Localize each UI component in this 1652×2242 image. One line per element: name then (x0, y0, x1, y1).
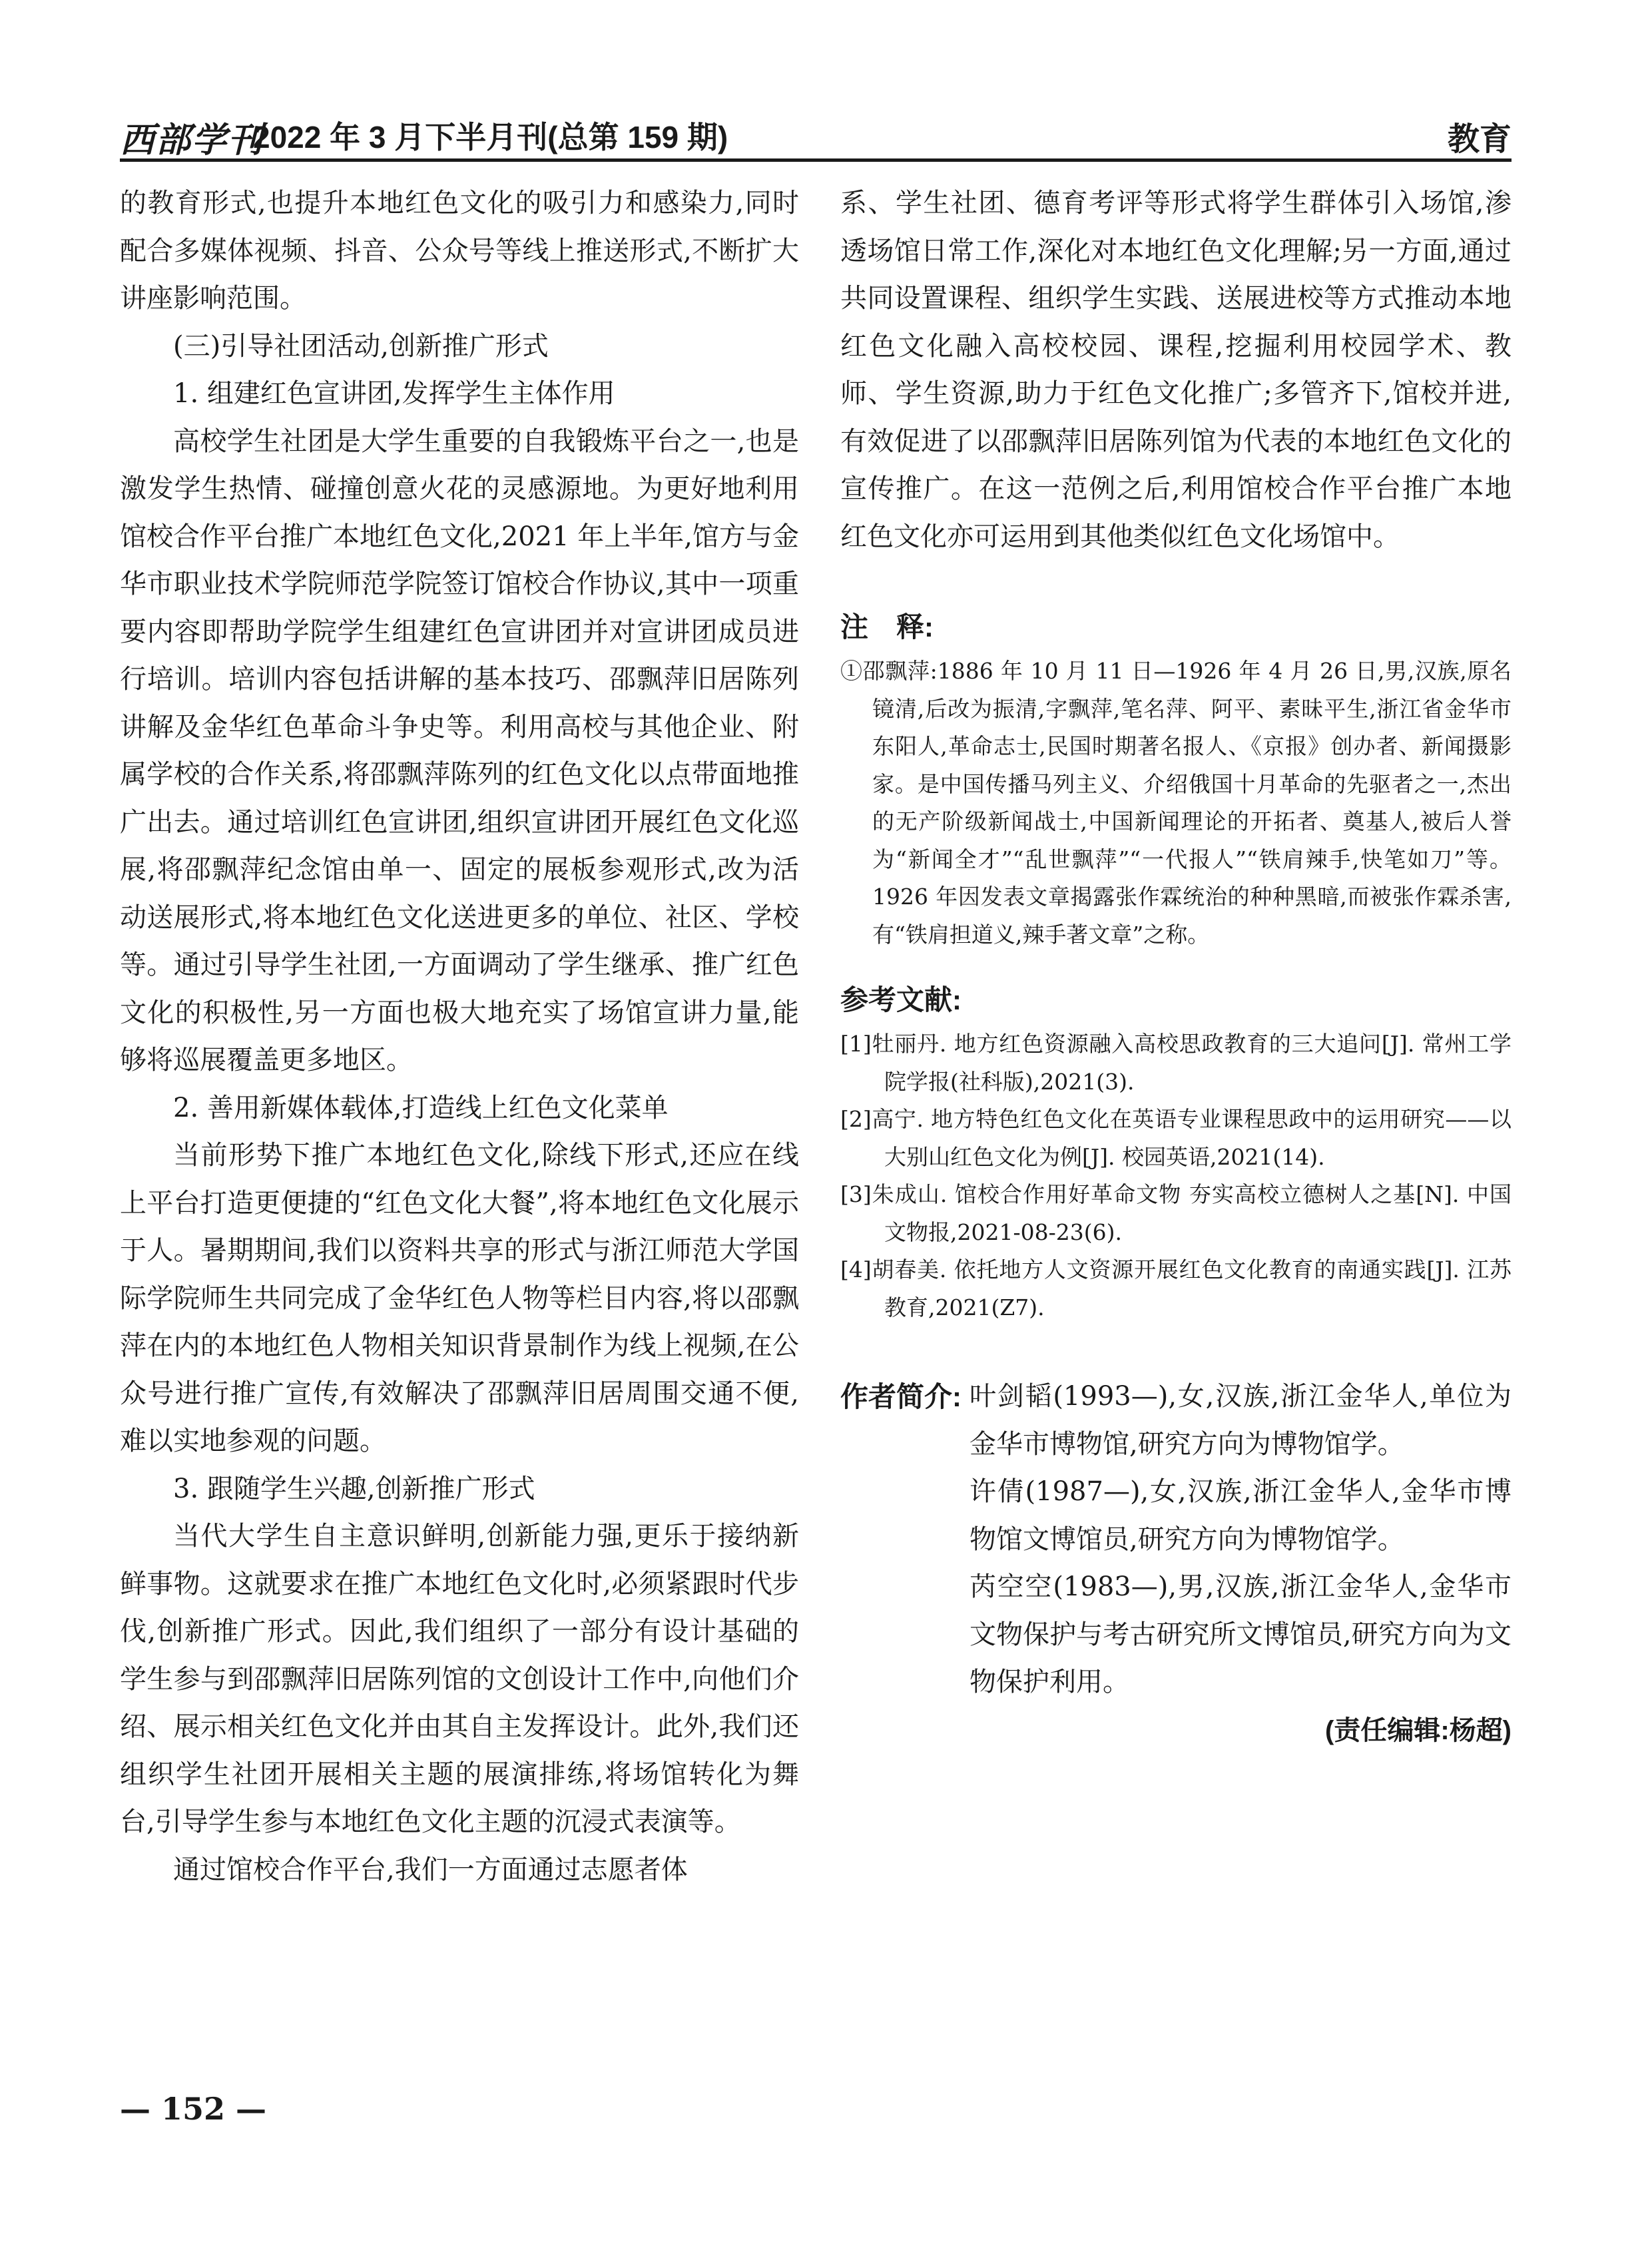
reference-item: [1]牡丽丹. 地方红色资源融入高校思政教育的三大追问[J]. 常州工学院学报(社科版),2021(3). (840, 1031, 1512, 1095)
subsection-heading: 3. 跟随学生兴趣,创新推广形式 (173, 1473, 535, 1504)
right-column (840, 180, 1512, 1751)
references-title: 参考文献: (840, 984, 962, 1015)
author-entry: 叶剑韬(1993—),女,汉族,浙江金华人,单位为金华市博物馆,研究方向为博物馆学。 (969, 1381, 1512, 1460)
left-column (120, 180, 799, 1894)
author-list (969, 1373, 1512, 1707)
section-name: 教育 (1447, 122, 1512, 157)
author-entry: 许倩(1987—),女,汉族,浙江金华人,金华市博物馆文博馆员,研究方向为博物馆学。 (969, 1476, 1512, 1555)
journal-logo: 西部学刊 (120, 120, 264, 160)
author-info (840, 1373, 1512, 1751)
reference-item: [2]高宁. 地方特色红色文化在英语专业课程思政中的运用研究——以大别山红色文化为例[J]. 校园英语,2021(14). (840, 1106, 1512, 1170)
reference-item: [4]胡春美. 依托地方人文资源开展红色文化教育的南通实践[J]. 江苏教育,2021(Z7). (840, 1257, 1512, 1320)
author-label: 作者简介: (840, 1381, 962, 1412)
body-paragraph: 当前形势下推广本地红色文化,除线下形式,还应在线上平台打造更便捷的“红色文化大餐”,将本地红色文化展示于人。暑期期间,我们以资料共享的形式与浙江师范大学国际学院师生共同完成了金华红色人物等栏目内容,将以邵飘萍在内的本地红色人物相关知识背景制作为线上视频,在公众号进行推广宣传,有效解决了邵飘萍旧居周围交通不便,难以实地参观的问题。 (120, 1140, 799, 1456)
footnote: ①邵飘萍:1886 年 10 月 11 日—1926 年 4 月 26 日,男,汉族,原名镜清,后改为振清,字飘萍,笔名萍、阿平、素昧平生,浙江省金华市东阳人,革命志士,民国时期著名报人、《京报》创办者、新闻摄影家。是中国传播马列主义、介绍俄国十月革命的先驱者之一,杰出的无产阶级新闻战士,中国新闻理论的开拓者、奠基人,被后人誉为“新闻全才”“乱世飘萍”“一代报人”“铁肩辣手,快笔如刀”等。1926 年因发表文章揭露张作霖统治的种种黑暗,而被张作霖杀害,有“铁肩担道义,辣手著文章”之称。 (840, 658, 1512, 948)
reference-list (840, 1025, 1512, 1326)
page-number: — 152 — (120, 2091, 267, 2127)
issue-info: 2022 年 3 月下半月刊(总第 159 期) (253, 120, 728, 154)
author-entry: 芮空空(1983—),男,汉族,浙江金华人,金华市文物保护与考古研究所文博馆员,研究方向为文物保护利用。 (969, 1571, 1512, 1697)
header-rule (120, 158, 1512, 162)
subsection-heading: 1. 组建红色宣讲团,发挥学生主体作用 (173, 378, 615, 409)
body-paragraph: 的教育形式,也提升本地红色文化的吸引力和感染力,同时配合多媒体视频、抖音、公众号等线上推送形式,不断扩大讲座影响范围。 (120, 188, 799, 314)
subsection-heading: 2. 善用新媒体载体,打造线上红色文化菜单 (173, 1092, 669, 1123)
section-heading: (三)引导社团活动,创新推广形式 (173, 330, 549, 362)
page-header (120, 107, 1512, 160)
notes-title: 注 释: (840, 611, 934, 643)
body-paragraph: 当代大学生自主意识鲜明,创新能力强,更乐于接纳新鲜事物。这就要求在推广本地红色文化时,必须紧跟时代步伐,创新推广形式。因此,我们组织了一部分有设计基础的学生参与到邵飘萍旧居陈列馆的文创设计工作中,向他们介绍、展示相关红色文化并由其自主发挥设计。此外,我们还组织学生社团开展相关主题的展演排练,将场馆转化为舞台,引导学生参与本地红色文化主题的沉浸式表演等。 (120, 1521, 799, 1837)
body-paragraph: 系、学生社团、德育考评等形式将学生群体引入场馆,渗透场馆日常工作,深化对本地红色文化理解;另一方面,通过共同设置课程、组织学生实践、送展进校等方式推动本地红色文化融入高校校园、课程,挖掘利用校园学术、教师、学生资源,助力于红色文化推广;多管齐下,馆校并进,有效促进了以邵飘萍旧居陈列馆为代表的本地红色文化的宣传推广。在这一范例之后,利用馆校合作平台推广本地红色文化亦可运用到其他类似红色文化场馆中。 (840, 188, 1512, 552)
body-paragraph: 通过馆校合作平台,我们一方面通过志愿者体 (173, 1854, 688, 1885)
reference-item: [3]朱成山. 馆校合作用好革命文物 夯实高校立德树人之基[N]. 中国文物报,2021-08-23(6). (840, 1181, 1512, 1245)
editor-credit: (责任编辑:杨超) (1325, 1715, 1512, 1745)
body-paragraph: 高校学生社团是大学生重要的自我锻炼平台之一,也是激发学生热情、碰撞创意火花的灵感源地。为更好地利用馆校合作平台推广本地红色文化,2021 年上半年,馆方与金华市职业技术学院师范学院签订馆校合作协议,其中一项重要内容即帮助学院学生组建红色宣讲团并对宣讲团成员进行培训。培训内容包括讲解的基本技巧、邵飘萍旧居陈列讲解及金华红色革命斗争史等。利用高校与其他企业、附属学校的合作关系,将邵飘萍陈列的红色文化以点带面地推广出去。通过培训红色宣讲团,组织宣讲团开展红色文化巡展,将邵飘萍纪念馆由单一、固定的展板参观形式,改为活动送展形式,将本地红色文化送进更多的单位、社区、学校等。通过引导学生社团,一方面调动了学生继承、推广红色文化的积极性,另一方面也极大地充实了场馆宣讲力量,能够将巡展覆盖更多地区。 (120, 425, 799, 1075)
